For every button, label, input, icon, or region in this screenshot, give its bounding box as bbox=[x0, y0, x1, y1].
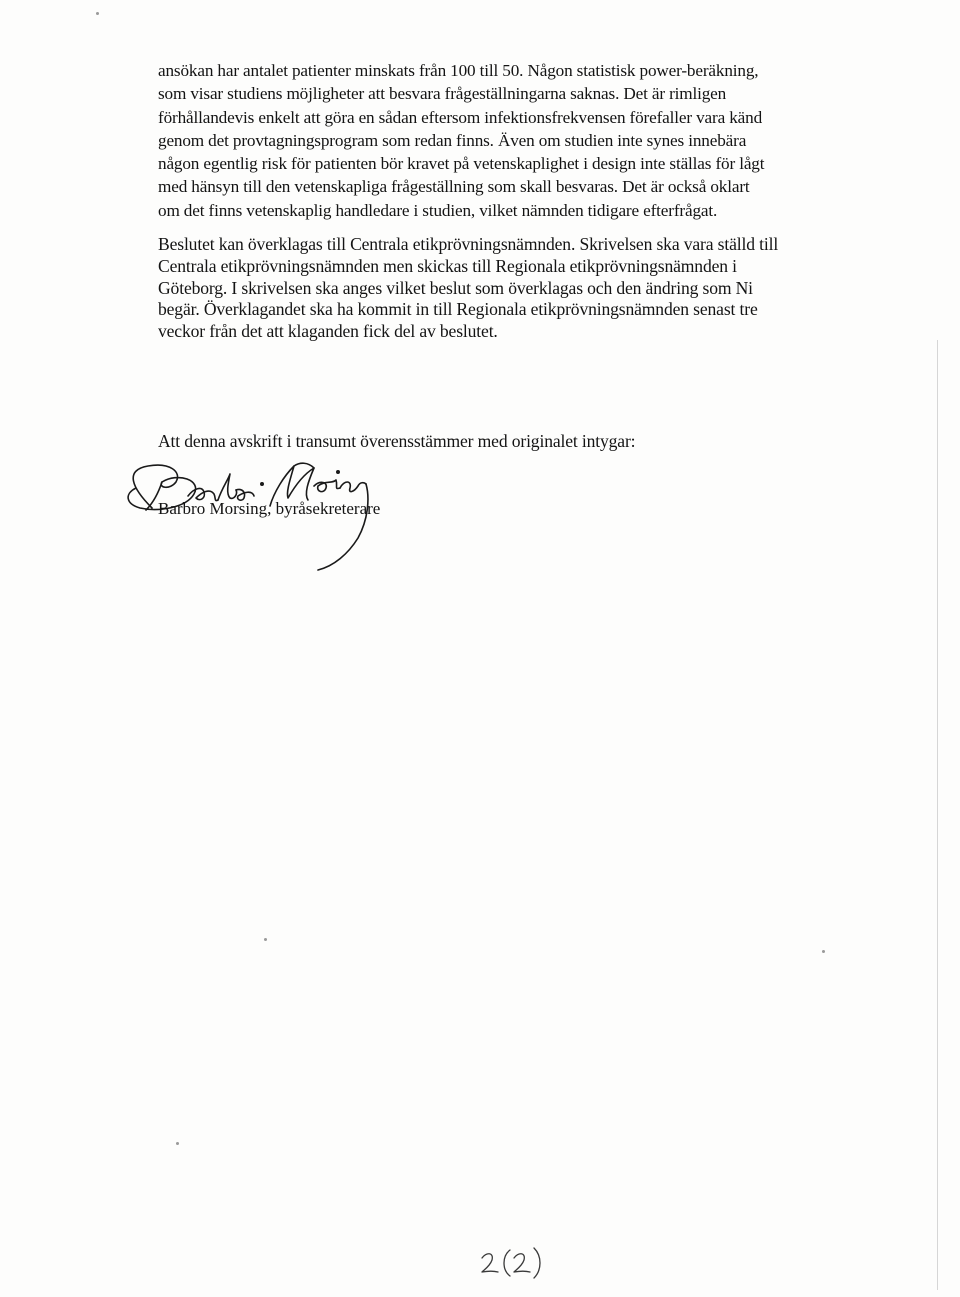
text-line: genom det provtagningsprogram som redan finns. Även om studien inte synes innebära bbox=[158, 130, 747, 150]
signer-name-title: Barbro Morsing, byråsekreterare bbox=[158, 499, 381, 518]
text-line: ansökan har antalet patienter minskats från 100 till 50. Någon statistisk power-beräkning, bbox=[158, 61, 759, 80]
text-line: som visar studiens möjligheter att besvara frågeställningarna saknas. Det är rimligen bbox=[158, 84, 727, 104]
attestation-text: Att denna avskrift i transumt överensstämmer med originalet intygar: bbox=[158, 431, 636, 451]
scan-speck bbox=[96, 12, 99, 15]
text-line: någon egentlig risk för patienten bör kravet på vetenskaplighet i design inte ställas för lågt bbox=[158, 154, 765, 174]
paragraph-ethics-assessment bbox=[158, 59, 848, 222]
text-line: begär. Överklagandet ska ha kommit in till Regionala etikprövningsnämnden senast tre bbox=[158, 299, 758, 320]
scan-edge-line bbox=[937, 340, 938, 1290]
scan-speck bbox=[822, 950, 825, 953]
text-line: Göteborg. I skrivelsen ska anges vilket beslut som överklagas och den ändring som Ni bbox=[158, 277, 753, 298]
paragraph-appeal-instructions bbox=[158, 234, 848, 343]
text-line: veckor från det att klaganden fick del av beslutet. bbox=[158, 321, 498, 342]
text-line: förhållandevis enkelt att göra en sådan eftersom infektionsfrekvensen förefaller vara känd bbox=[158, 107, 763, 127]
text-line: om det finns vetenskaplig handledare i studien, vilket nämnden tidigare efterfrågat. bbox=[158, 200, 718, 220]
attestation-statement bbox=[158, 430, 848, 453]
scan-speck bbox=[264, 938, 267, 941]
text-line: Beslutet kan överklagas till Centrala etikprövningsnämnden. Skrivelsen ska vara ställd till bbox=[158, 234, 779, 254]
text-line: Centrala etikprövningsnämnden men skickas till Regionala etikprövningsnämnden i bbox=[158, 255, 737, 276]
scan-speck bbox=[176, 1142, 179, 1145]
text-line: med hänsyn till den vetenskapliga frågeställning som skall besvaras. Det är också oklart bbox=[158, 177, 750, 197]
handwritten-page-number bbox=[478, 1240, 548, 1280]
